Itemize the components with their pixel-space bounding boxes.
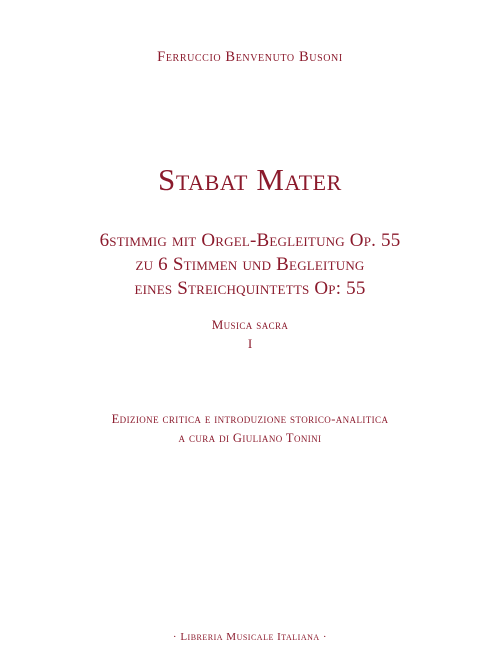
author-name: Ferruccio Benvenuto Busoni [157, 49, 343, 65]
work-title: Stabat Mater [158, 162, 342, 197]
series-name: Musica sacra [211, 317, 289, 332]
subtitle-line-2: zu 6 Stimmen und Begleitung [135, 254, 365, 275]
edition-note: Edizione critica e introduzione storico-analitica [111, 412, 389, 426]
subtitle-line-3: eines Streichquintetts Op: 55 [134, 278, 366, 299]
subtitle-line-1: 6stimmig mit Orgel-Begleitung Op. 55 [99, 230, 401, 251]
volume-number: I [247, 336, 253, 351]
editor-credit: a cura di Giuliano Tonini [178, 431, 322, 445]
publisher-name: · Libreria Musicale Italiana · [172, 631, 328, 643]
